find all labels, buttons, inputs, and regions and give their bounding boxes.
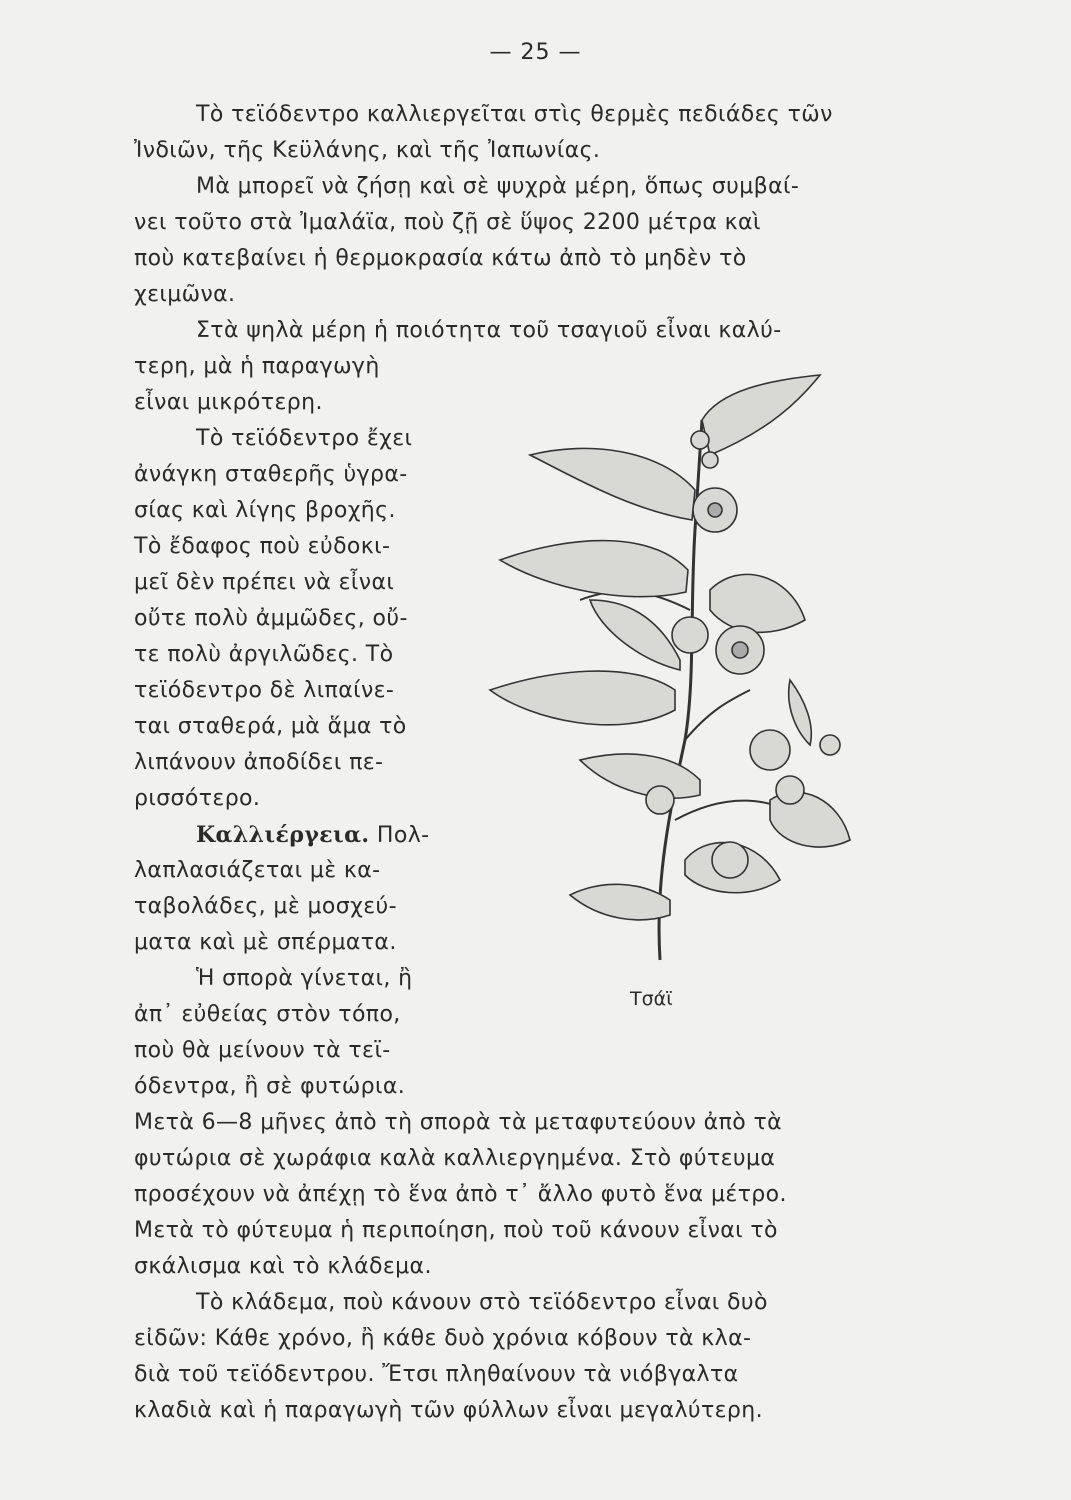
text-line: ἀνάγκη σταθερῆς ὑγρα- — [134, 462, 408, 487]
text-line: εἶναι μικρότερη. — [134, 390, 323, 415]
text-line: σίας καὶ λίγης βροχῆς. — [134, 498, 396, 523]
text-line: Μὰ μπορεῖ νὰ ζήσῃ καὶ σὲ ψυχρὰ μέρη, ὅπως συμβαί- — [196, 174, 800, 199]
text-line: Ἡ σπορὰ γίνεται, ἢ — [196, 966, 413, 991]
text-line: τε πολὺ ἀργιλῶδες. Τὸ — [134, 642, 394, 667]
text-line: Ἰνδιῶν, τῆς Κεϋλάνης, καὶ τῆς Ἰαπωνίας. — [134, 138, 601, 163]
text-line: τεϊόδεντρο δὲ λιπαίνε- — [134, 678, 395, 703]
text-line: μεῖ δὲν πρέπει νὰ εἶναι — [134, 570, 395, 595]
text-line: Τὸ ἔδαφος ποὺ εὐδοκι- — [134, 534, 391, 559]
tea-branch-icon — [470, 360, 870, 980]
text-line: Στὰ ψηλὰ μέρη ἡ ποιότητα τοῦ τσαγιοῦ εἶναι καλύ- — [196, 318, 782, 343]
text-line: ματα καὶ μὲ σπέρματα. — [134, 930, 397, 955]
text-line: ταβολάδες, μὲ μοσχεύ- — [134, 894, 397, 919]
tea-plant-illustration — [470, 360, 870, 980]
section-heading-line — [196, 822, 429, 849]
text-line: όδεντρα, ἢ σὲ φυτώρια. — [134, 1074, 406, 1099]
text-line: χειμῶνα. — [134, 282, 236, 307]
text-line: φυτώρια σὲ χωράφια καλὰ καλλιεργημένα. Στὸ φύτευμα — [134, 1146, 776, 1171]
text-line: ται σταθερά, μὰ ἅμα τὸ — [134, 714, 407, 739]
text-line: Τὸ τεϊόδεντρο καλλιεργεῖται στὶς θερμὲς πεδιάδες τῶν — [196, 102, 833, 127]
text-line: Μετὰ 6—8 μῆνες ἀπὸ τὴ σπορὰ τὰ μεταφυτεύουν ἀπὸ τὰ — [134, 1110, 783, 1135]
text-line: ποὺ θὰ μείνουν τὰ τεϊ- — [134, 1038, 391, 1063]
text-line: κλαδιὰ καὶ ἡ παραγωγὴ τῶν φύλλων εἶναι μεγαλύτερη. — [134, 1398, 764, 1423]
text-line: Τὸ τεϊόδεντρο ἔχει — [196, 426, 413, 451]
text-line: Τὸ κλάδεμα, ποὺ κάνουν στὸ τεϊόδεντρο εἶναι δυὸ — [196, 1290, 768, 1315]
text-line: νει τοῦτο στὰ Ἰμαλάϊα, ποὺ ζῇ σὲ ὕψος 2200 μέτρα καὶ — [134, 210, 761, 235]
text-line: ἀπ᾿ εὐθείας στὸν τόπο, — [134, 1002, 401, 1027]
text-line: ρισσότερο. — [134, 786, 261, 811]
text-line: προσέχουν νὰ ἀπέχῃ τὸ ἕνα ἀπὸ τ᾿ ἄλλο φυτὸ ἕνα μέτρο. — [134, 1182, 787, 1207]
page-number: — 25 — — [489, 40, 582, 65]
text-line: οὔτε πολὺ ἀμμῶδες, οὔ- — [134, 606, 408, 631]
text-line: εἰδῶν: Κάθε χρόνο, ἢ κάθε δυὸ χρόνια κόβουν τὰ κλα- — [134, 1326, 752, 1351]
section-heading: Καλλιέργεια. — [196, 822, 370, 848]
text-line: λαπλασιάζεται μὲ κα- — [134, 858, 381, 883]
text-line: λιπάνουν ἀποδίδει πε- — [134, 750, 384, 775]
text-line: Πολ- — [376, 823, 430, 848]
text-line: Μετὰ τὸ φύτευμα ἡ περιποίηση, ποὺ τοῦ κάνουν εἶναι τὸ — [134, 1218, 778, 1243]
text-line: σκάλισμα καὶ τὸ κλάδεμα. — [134, 1254, 432, 1279]
text-line: διὰ τοῦ τεϊόδεντρου. Ἔτσι πληθαίνουν τὰ νιόβγαλτα — [134, 1362, 739, 1387]
figure-caption: Τσάϊ — [630, 988, 673, 1010]
text-line: ποὺ κατεβαίνει ἡ θερμοκρασία κάτω ἀπὸ τὸ μηδὲν τὸ — [134, 246, 747, 271]
text-line: τερη, μὰ ἡ παραγωγὴ — [134, 354, 380, 379]
